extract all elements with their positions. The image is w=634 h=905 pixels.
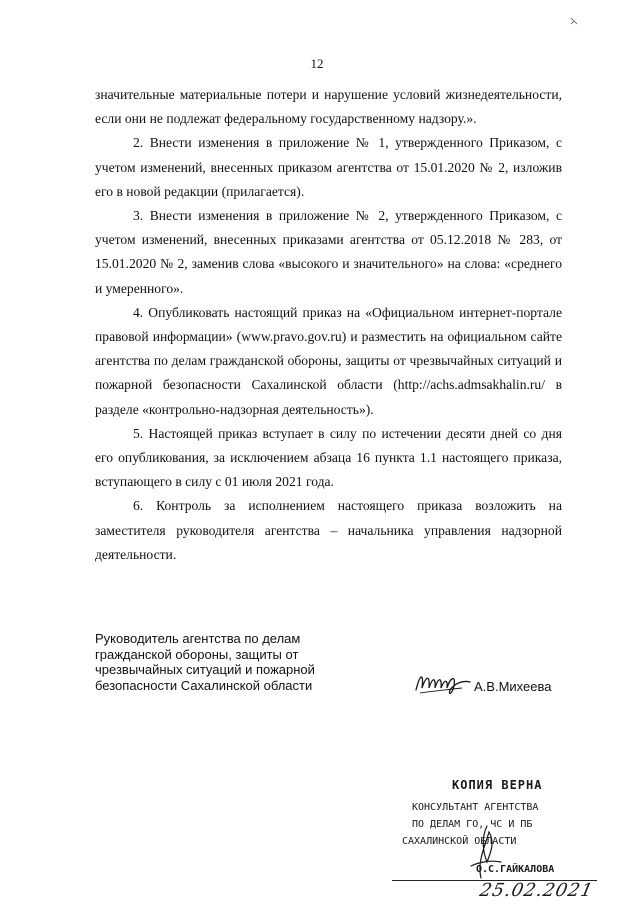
signatory-title-line: гражданской обороны, защиты от <box>95 646 299 662</box>
signatory-title-line: Руководитель агентства по делам <box>95 631 301 646</box>
stamp-signer: О.С.ГАЙКАЛОВА <box>476 864 555 875</box>
stamp-date: 25.02.2021 <box>477 880 596 901</box>
paragraph-item-3: 3. Внести изменения в приложение № 2, утвержденного Приказом, с учетом изменений, внесенных приказами агентства от 05.12.2018 № 283, от 15.01.2020 № 2, заменив слова «высокого и значительного» на слова: «среднего и умеренного». <box>95 208 562 296</box>
paragraph-item-6: 6. Контроль за исполнением настоящего приказа возложить на заместителя руководителя агентства – начальника управления надзорной деятельности. <box>95 498 562 562</box>
signatory-title-line: безопасности Сахалинской области <box>95 677 313 693</box>
signatory-name: А.В.Михеева <box>474 679 552 694</box>
stamp-agency: ПО ДЕЛАМ ГО, ЧС И ПБ <box>412 819 533 830</box>
paragraph-item-5: 5. Настоящей приказ вступает в силу по истечении десяти дней со дня его опубликования, за исключением абзаца 16 пункта 1.1 настоящего приказа, вступающего в силу с 01 июля 2021 года. <box>95 425 562 490</box>
paragraph-item-4: 4. Опубликовать настоящий приказ на «Официальном интернет-портале правовой информации» (www.pravo.gov.ru) и разместить на официальном сайте агентства по делам гражданской обороны, защиты от чрезвычайных ситуаций и пожарной безопасности Сахалинской области (http://achs.admsakhalin.ru/ в разделе «контрольно-надзорная деятельность»). <box>95 304 562 417</box>
page-number: 12 <box>310 56 324 71</box>
stamp-position: КОНСУЛЬТАНТ АГЕНТСТВА <box>412 802 539 813</box>
stamp-title: КОПИЯ ВЕРНА <box>452 778 543 792</box>
stamp-region: САХАЛИНСКОЙ ОБЛАСТИ <box>402 836 517 847</box>
corner-mark-icon <box>569 16 579 26</box>
signatory-title <box>95 631 358 693</box>
paragraph-item-2: 2. Внести изменения в приложение № 1, утвержденного Приказом, с учетом изменений, внесенных приказом агентства от 15.01.2020 № 2, изложив его в новой редакции (прилагается). <box>95 135 562 199</box>
document-body <box>95 83 562 567</box>
handwritten-signature-icon <box>412 666 482 698</box>
paragraph-continuation: значительные материальные потери и нарушение условий жизнедеятельности, если они не подлежат федеральному государственному надзору.». <box>95 87 562 127</box>
signatory-title-line: чрезвычайных ситуаций и пожарной <box>95 662 315 677</box>
